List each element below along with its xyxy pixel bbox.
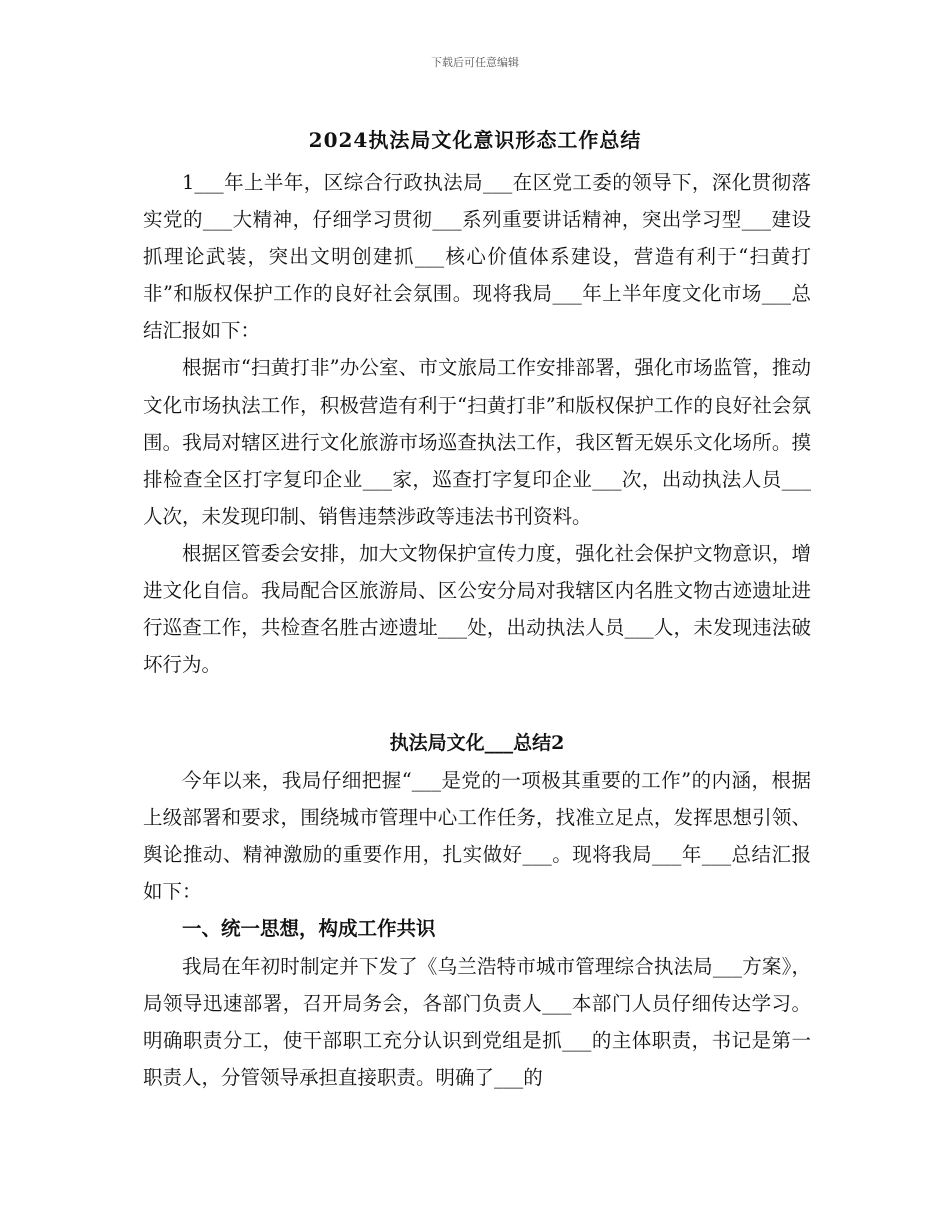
- paragraph: 今年以来，我局仔细把握“___是党的一项极其重要的工作”的内涵，根据上级部署和要求，围绕城市管理中心工作任务，找准立足点，发挥思想引领、舆论推动、精神激励的重要作用，扎实做好___。现将我局___年___总结汇报如下：: [143, 769, 811, 904]
- paragraph: 我局在年初时制定并下发了《乌兰浩特市城市管理综合执法局___方案》，局领导迅速部署，召开局务会，各部门负责人___本部门人员仔细传达学习。明确职责分工，使干部职工充分认识到党组是抓___的主体职责，书记是第一职责人，分管领导承担直接职责。明确了___的: [143, 954, 811, 1089]
- section-subtitle: 执法局文化___总结2: [389, 732, 565, 754]
- document-title: 2024执法局文化意识形态工作总结: [308, 128, 642, 152]
- paragraph: 根据市“扫黄打非”办公室、市文旅局工作安排部署，强化市场监管，推动文化市场执法工作，积极营造有利于“扫黄打非”和版权保护工作的良好社会氛围。我局对辖区进行文化旅游市场巡查执法工作，我区暂无娱乐文化场所。摸排检查全区打字复印企业___家，巡查打字复印企业___次，出动执法人员___人次，未发现印制、销售违禁涉政等违法书刊资料。: [143, 356, 811, 528]
- document-body-1: [143, 164, 811, 683]
- document-body-2: [143, 725, 811, 1096]
- paragraph: 1___年上半年，区综合行政执法局___在区党工委的领导下，深化贯彻落实党的___大精神，仔细学习贯彻___系列重要讲话精神，突出学习型___建设抓理论武装，突出文明创建抓___核心价值体系建设，营造有利于“扫黄打非”和版权保护工作的良好社会氛围。现将我局___年上半年度文化市场___总结汇报如下：: [143, 171, 811, 343]
- section-heading: 一、统一思想，构成工作共识: [182, 917, 436, 941]
- header-note: 下载后可任意编辑: [431, 56, 519, 69]
- paragraph: 根据区管委会安排，加大文物保护宣传力度，强化社会保护文物意识，增进文化自信。我局配合区旅游局、区公安分局对我辖区内名胜文物古迹遗址进行巡查工作，共检查名胜古迹遗址___处，出动执法人员___人，未发现违法破坏行为。: [143, 541, 811, 677]
